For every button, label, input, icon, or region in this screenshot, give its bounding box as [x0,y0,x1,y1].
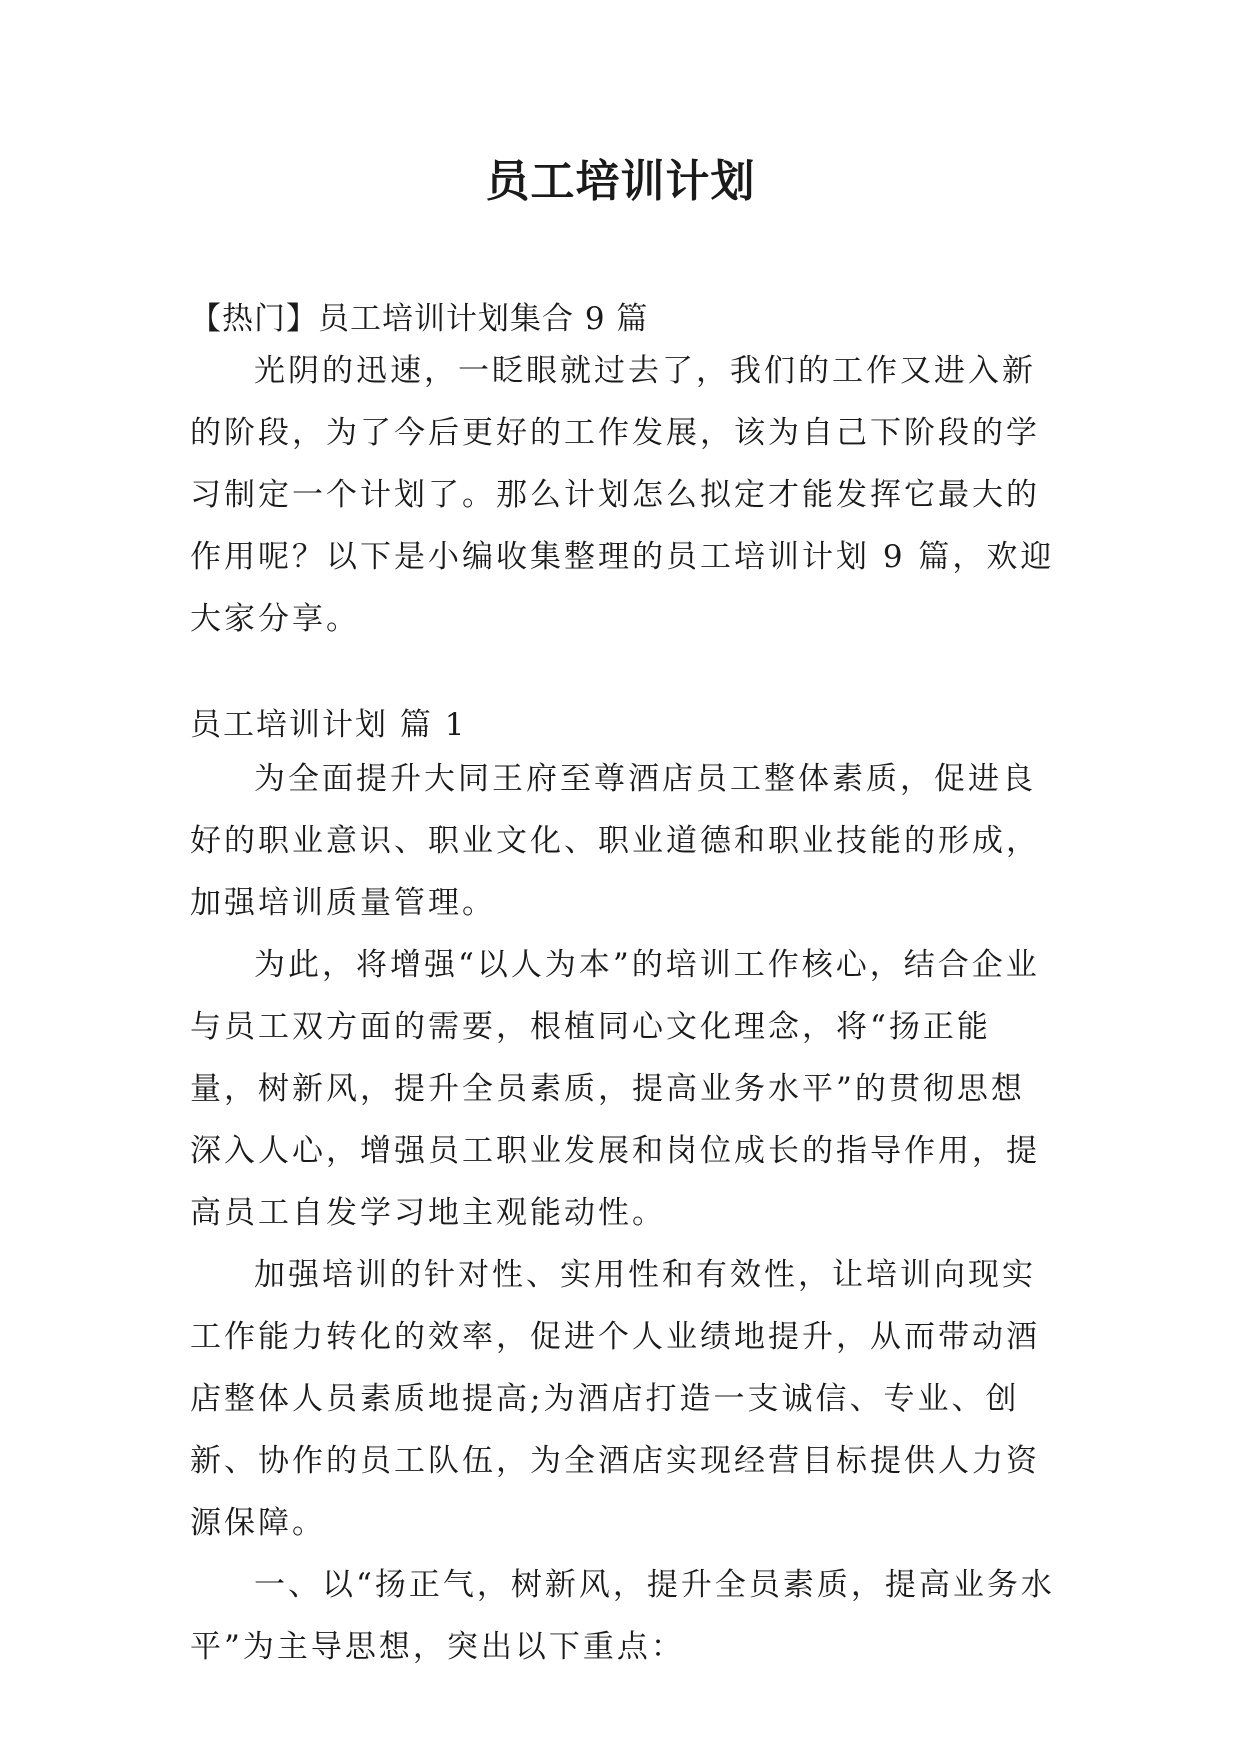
section-heading: 员工培训计划 篇 1 [190,707,467,743]
section-paragraph: 为此，将增强“以人为本”的培训工作核心，结合企业与员工双方面的需要，根植同心文化理念，将“扬正能量，树新风，提升全员素质，提高业务水平”的贯彻思想深入人心，增强员工职业发展和岗位成长的指导作用，提高员工自发学习地主观能动性。 [190,947,1040,1231]
section-paragraph: 加强培训的针对性、实用性和有效性，让培训向现实工作能力转化的效率，促进个人业绩地提升，从而带动酒店整体人员素质地提高;为酒店打造一支诚信、专业、创新、协作的员工队伍，为全酒店实现经营目标提供人力资源保障。 [190,1257,1040,1541]
document-title: 员工培训计划 [485,156,756,207]
section-paragraph: 一、以“扬正气，树新风，提升全员素质，提高业务水平”为主导思想，突出以下重点： [190,1567,1055,1665]
document-subtitle: 【热门】员工培训计划集合 9 篇 [190,301,649,337]
section-body [190,748,1058,1678]
intro-paragraph: 光阴的迅速，一眨眼就过去了，我们的工作又进入新的阶段，为了今后更好的工作发展，该为自己下阶段的学习制定一个计划了。那么计划怎么拟定才能发挥它最大的作用呢？以下是小编收集整理的员工培训计划 9 篇，欢迎大家分享。 [190,353,1055,637]
section-paragraph: 为全面提升大同王府至尊酒店员工整体素质，促进良好的职业意识、职业文化、职业道德和职业技能的形成，加强培训质量管理。 [190,761,1040,921]
